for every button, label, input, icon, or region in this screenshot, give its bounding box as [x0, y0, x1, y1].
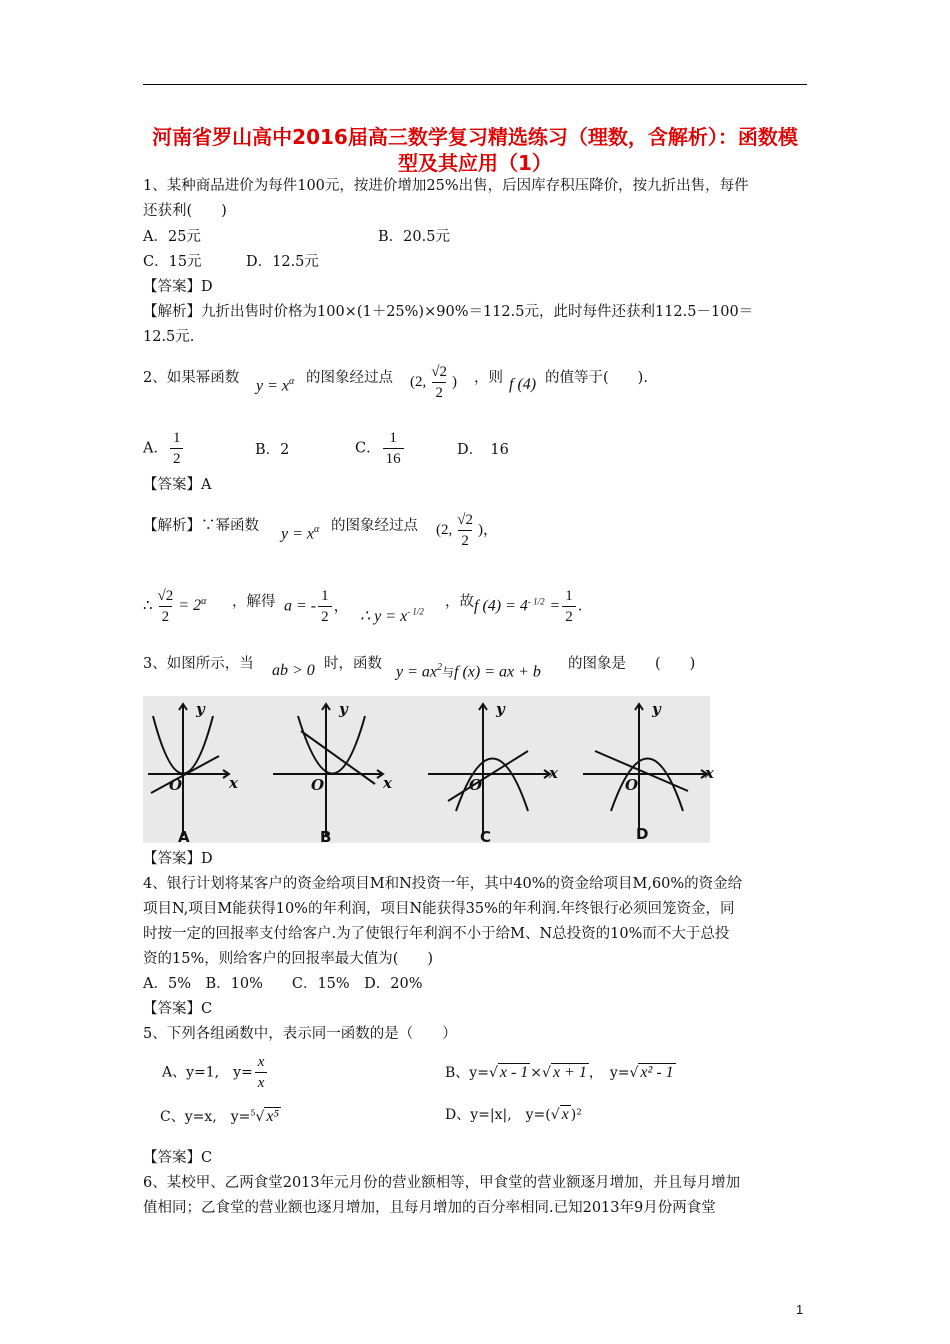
graph-b-x-label: x	[383, 774, 392, 792]
q5-option-b: B、y=√ x - 1 ×√ x + 1 ， y=√ x² - 1	[445, 1064, 674, 1081]
q2-f4-den: 2	[562, 606, 576, 627]
graph-b	[273, 704, 383, 836]
q2-point-num: √2	[431, 364, 447, 380]
header-rule	[143, 84, 807, 85]
q2-f4-num: 1	[565, 588, 573, 604]
q2-a-eq: a = -	[284, 597, 317, 615]
q2-analysis-point-num: √2	[457, 512, 473, 528]
q3-stem-c: 的图象是 ( )	[568, 656, 696, 672]
q2-option-a-frac	[170, 428, 184, 469]
q2-option-c-label: C．	[355, 440, 381, 457]
graph-a-origin: O	[169, 776, 183, 794]
q2-y-expression	[360, 606, 424, 626]
q5-stem: 5、下列各组函数中，表示同一函数的是（ ）	[143, 1026, 457, 1042]
q5-option-a-label: A、y=1, y=	[162, 1064, 253, 1081]
q2-f4-equals: =	[549, 597, 561, 615]
graph-d-x-label: x	[705, 764, 714, 782]
q2-point-frac	[428, 362, 450, 403]
q2-analysis-func-text: y = x	[281, 525, 314, 543]
q4-line4: 资的15%，则给客户的回报率最大值为( )	[143, 951, 434, 967]
graph-b-origin: O	[311, 776, 325, 794]
q3-answer: 【答案】D	[143, 851, 213, 867]
q5-option-b-times: ×	[530, 1065, 543, 1081]
q2-option-b: B．2	[255, 442, 290, 458]
q2-f4-eq: f (4) = 4	[474, 597, 528, 615]
graph-d-label: D	[636, 825, 649, 843]
graph-d-y-label: y	[652, 700, 661, 718]
q2-eq-rhs: = 2	[178, 596, 202, 614]
q2-stem-b: 的图象经过点	[306, 370, 393, 386]
q3-graphs-svg	[143, 696, 714, 846]
q2-a-value	[284, 586, 349, 627]
q2-analysis-b: 的图象经过点	[331, 518, 418, 534]
q2-f4: f (4)	[509, 376, 537, 393]
q2-answer: 【答案】A	[143, 477, 212, 493]
q5-option-d-label: D、y=|x|, y=(	[445, 1107, 551, 1123]
q5-option-b-y2: ， y=	[588, 1065, 630, 1081]
q2-option-c-num: 1	[389, 430, 397, 446]
q2-func-exp: α	[289, 376, 295, 387]
q6-line1: 6、某校甲、乙两食堂2013年元月份的营业额相等，甲食堂的营业额逐月增加，并且每月增加	[143, 1175, 741, 1191]
page-title: 河南省罗山高中2016届高三数学复习精选练习（理数，含解析）：函数模型及其应用（1）	[152, 125, 798, 175]
q2-a-frac	[318, 586, 332, 627]
graph-d	[583, 704, 707, 836]
q2-option-c	[355, 428, 406, 469]
q2-option-c-frac	[383, 428, 404, 469]
q2-power-function	[256, 376, 294, 395]
graph-a-x-label: x	[229, 774, 238, 792]
q2-option-a	[143, 428, 185, 469]
q1-line1: 1、某种商品进价为每件100元，按进价增加25%出售，后因库存积压降价，按九折出售，每件	[143, 178, 749, 194]
graph-c-label: C	[480, 828, 492, 846]
q2-a-den: 2	[318, 606, 332, 627]
q3-func-text: y = ax	[396, 663, 437, 681]
q5-answer: 【答案】C	[143, 1150, 213, 1166]
q5-option-c-index: 5	[250, 1108, 256, 1118]
q1-option-a: A．25元	[143, 229, 201, 245]
q5-option-a-den: x	[255, 1072, 268, 1093]
graph-a	[148, 704, 229, 836]
q2-option-c-den: 16	[383, 448, 404, 469]
q2-analysis-func-exp: α	[314, 524, 320, 535]
q2-analysis-point-den: 2	[458, 530, 472, 551]
q2-analysis-point-post: )	[477, 521, 483, 538]
page-number: 1	[796, 1302, 804, 1317]
q2-analysis-comma: ，	[482, 521, 498, 538]
q4-line2: 项目N,项目M能获得10%的年利润，项目N能获得35%的年利润.年终银行必须回笼资金，同	[143, 901, 735, 917]
q5-option-a-num: x	[257, 1054, 265, 1070]
q5-option-b-rad3: x² - 1	[640, 1064, 674, 1081]
q2-a-num: 1	[321, 588, 329, 604]
q5-option-a-frac	[255, 1052, 268, 1093]
q3-stem-a: 3、如图所示，当	[143, 656, 254, 672]
q2-func-text: y = x	[256, 377, 289, 395]
q5-option-a	[162, 1052, 269, 1093]
q2-option-a-label: A．	[143, 440, 168, 457]
q2-stem-d: 的值等于( ).	[545, 370, 648, 386]
q2-point	[410, 362, 457, 403]
q4-options: A．5% B．10% C．15% D．20%	[143, 976, 423, 992]
q3-function1: $y = ax^2$与f (x) = ax + b	[396, 662, 541, 681]
q5-option-d-rad: x	[561, 1106, 569, 1123]
q2-y-exp: - 1/2	[407, 606, 424, 617]
q4-answer: 【答案】C	[143, 1001, 213, 1017]
q2-eq-num: √2	[157, 588, 174, 604]
q3-graph-panel	[143, 696, 714, 846]
q4-line1: 4、银行计划将某客户的资金给项目M和N投资一年，其中40%的资金给项目M,60%的资金给	[143, 876, 743, 892]
q2-eq-exp: α	[201, 595, 207, 607]
q2-option-a-den: 2	[170, 448, 184, 469]
q2-analysis-a: 【解析】∵幂函数	[143, 518, 259, 534]
q5-option-b-rad2: x + 1	[552, 1064, 587, 1081]
q1-line2: 还获利( )	[143, 203, 227, 219]
q4-line3: 时按一定的回报率支付给客户.为了使银行年利润不小于给M、N总投资的10%而不大于总投	[143, 926, 730, 942]
q5-option-c-label: C、y=x, y=	[160, 1109, 251, 1125]
q3-condition: ab > 0	[272, 662, 315, 679]
graph-c-origin: O	[469, 776, 483, 794]
q5-option-b-rad1: x - 1	[499, 1064, 529, 1081]
q2-option-d: D． 16	[457, 442, 509, 458]
graph-b-label: B	[320, 828, 332, 846]
q2-therefore: ∴	[143, 597, 153, 614]
graph-a-y-label: y	[196, 700, 205, 718]
q5-option-c: C、y=x, y=$^5$√ x⁵	[160, 1108, 280, 1125]
q3-func2-text: f (x) = ax + b	[454, 663, 541, 681]
q2-analysis-point-pre: (2,	[436, 521, 453, 538]
graph-c	[428, 704, 550, 836]
q1-analysis-line1: 【解析】九折出售时价格为100×(1＋25%)×90%＝112.5元，此时每件还获利112.5－100＝	[143, 304, 754, 320]
q2-stem	[143, 366, 239, 387]
q2-f4-exp: - 1/2	[527, 596, 545, 607]
q6-line2: 值相同；乙食堂的营业额也逐月增加，且每月增加的百分率相同.已知2013年9月份两食堂	[143, 1200, 716, 1216]
q2-y-eq: ∴ y = x	[360, 608, 408, 625]
q5-option-d-end: )²	[570, 1107, 582, 1123]
q5-option-d: D、y=|x|, y=(√ x )²	[445, 1106, 582, 1123]
q2-solve-text: ，解得	[232, 594, 276, 610]
q5-option-b-label: B、y=	[445, 1065, 489, 1081]
q2-option-a-num: 1	[172, 430, 181, 446]
q2-eq-frac	[155, 586, 177, 627]
q2-f4-result	[474, 586, 583, 627]
q2-point-pre: (2,	[410, 373, 427, 390]
q2-f4-period: .	[577, 596, 583, 615]
q1-option-b: B．20.5元	[378, 229, 450, 245]
q3-func-mid: 与	[442, 665, 455, 680]
q2-f4-frac	[562, 586, 576, 627]
q2-point-den: 2	[432, 382, 446, 403]
graph-b-y-label: y	[339, 700, 348, 718]
q2-stem-a: 2、如果幂函数	[143, 370, 240, 386]
q2-point-post: )	[451, 373, 457, 390]
q3-stem-b: 时，函数	[324, 656, 382, 672]
q1-option-d: D．12.5元	[246, 254, 319, 270]
q2-eq-den: 2	[159, 606, 173, 627]
q1-analysis-line2: 12.5元.	[143, 329, 195, 345]
q1-option-c: C．15元	[143, 254, 202, 270]
q2-analysis-point	[436, 510, 498, 551]
graph-a-label: A	[178, 828, 190, 846]
q2-analysis-point-frac	[454, 510, 476, 551]
graph-d-origin: O	[625, 776, 639, 794]
q2-analysis-func	[281, 524, 319, 543]
q1-answer: 【答案】D	[143, 279, 213, 295]
q5-option-c-rad: x⁵	[266, 1108, 280, 1125]
q2-analysis-eq1	[143, 586, 206, 627]
graph-c-y-label: y	[496, 700, 505, 718]
q2-stem-c: ，则	[474, 370, 503, 386]
q2-gu-text: ，故	[445, 594, 474, 610]
graph-c-x-label: x	[549, 764, 558, 782]
q2-a-comma: ，	[333, 596, 349, 615]
